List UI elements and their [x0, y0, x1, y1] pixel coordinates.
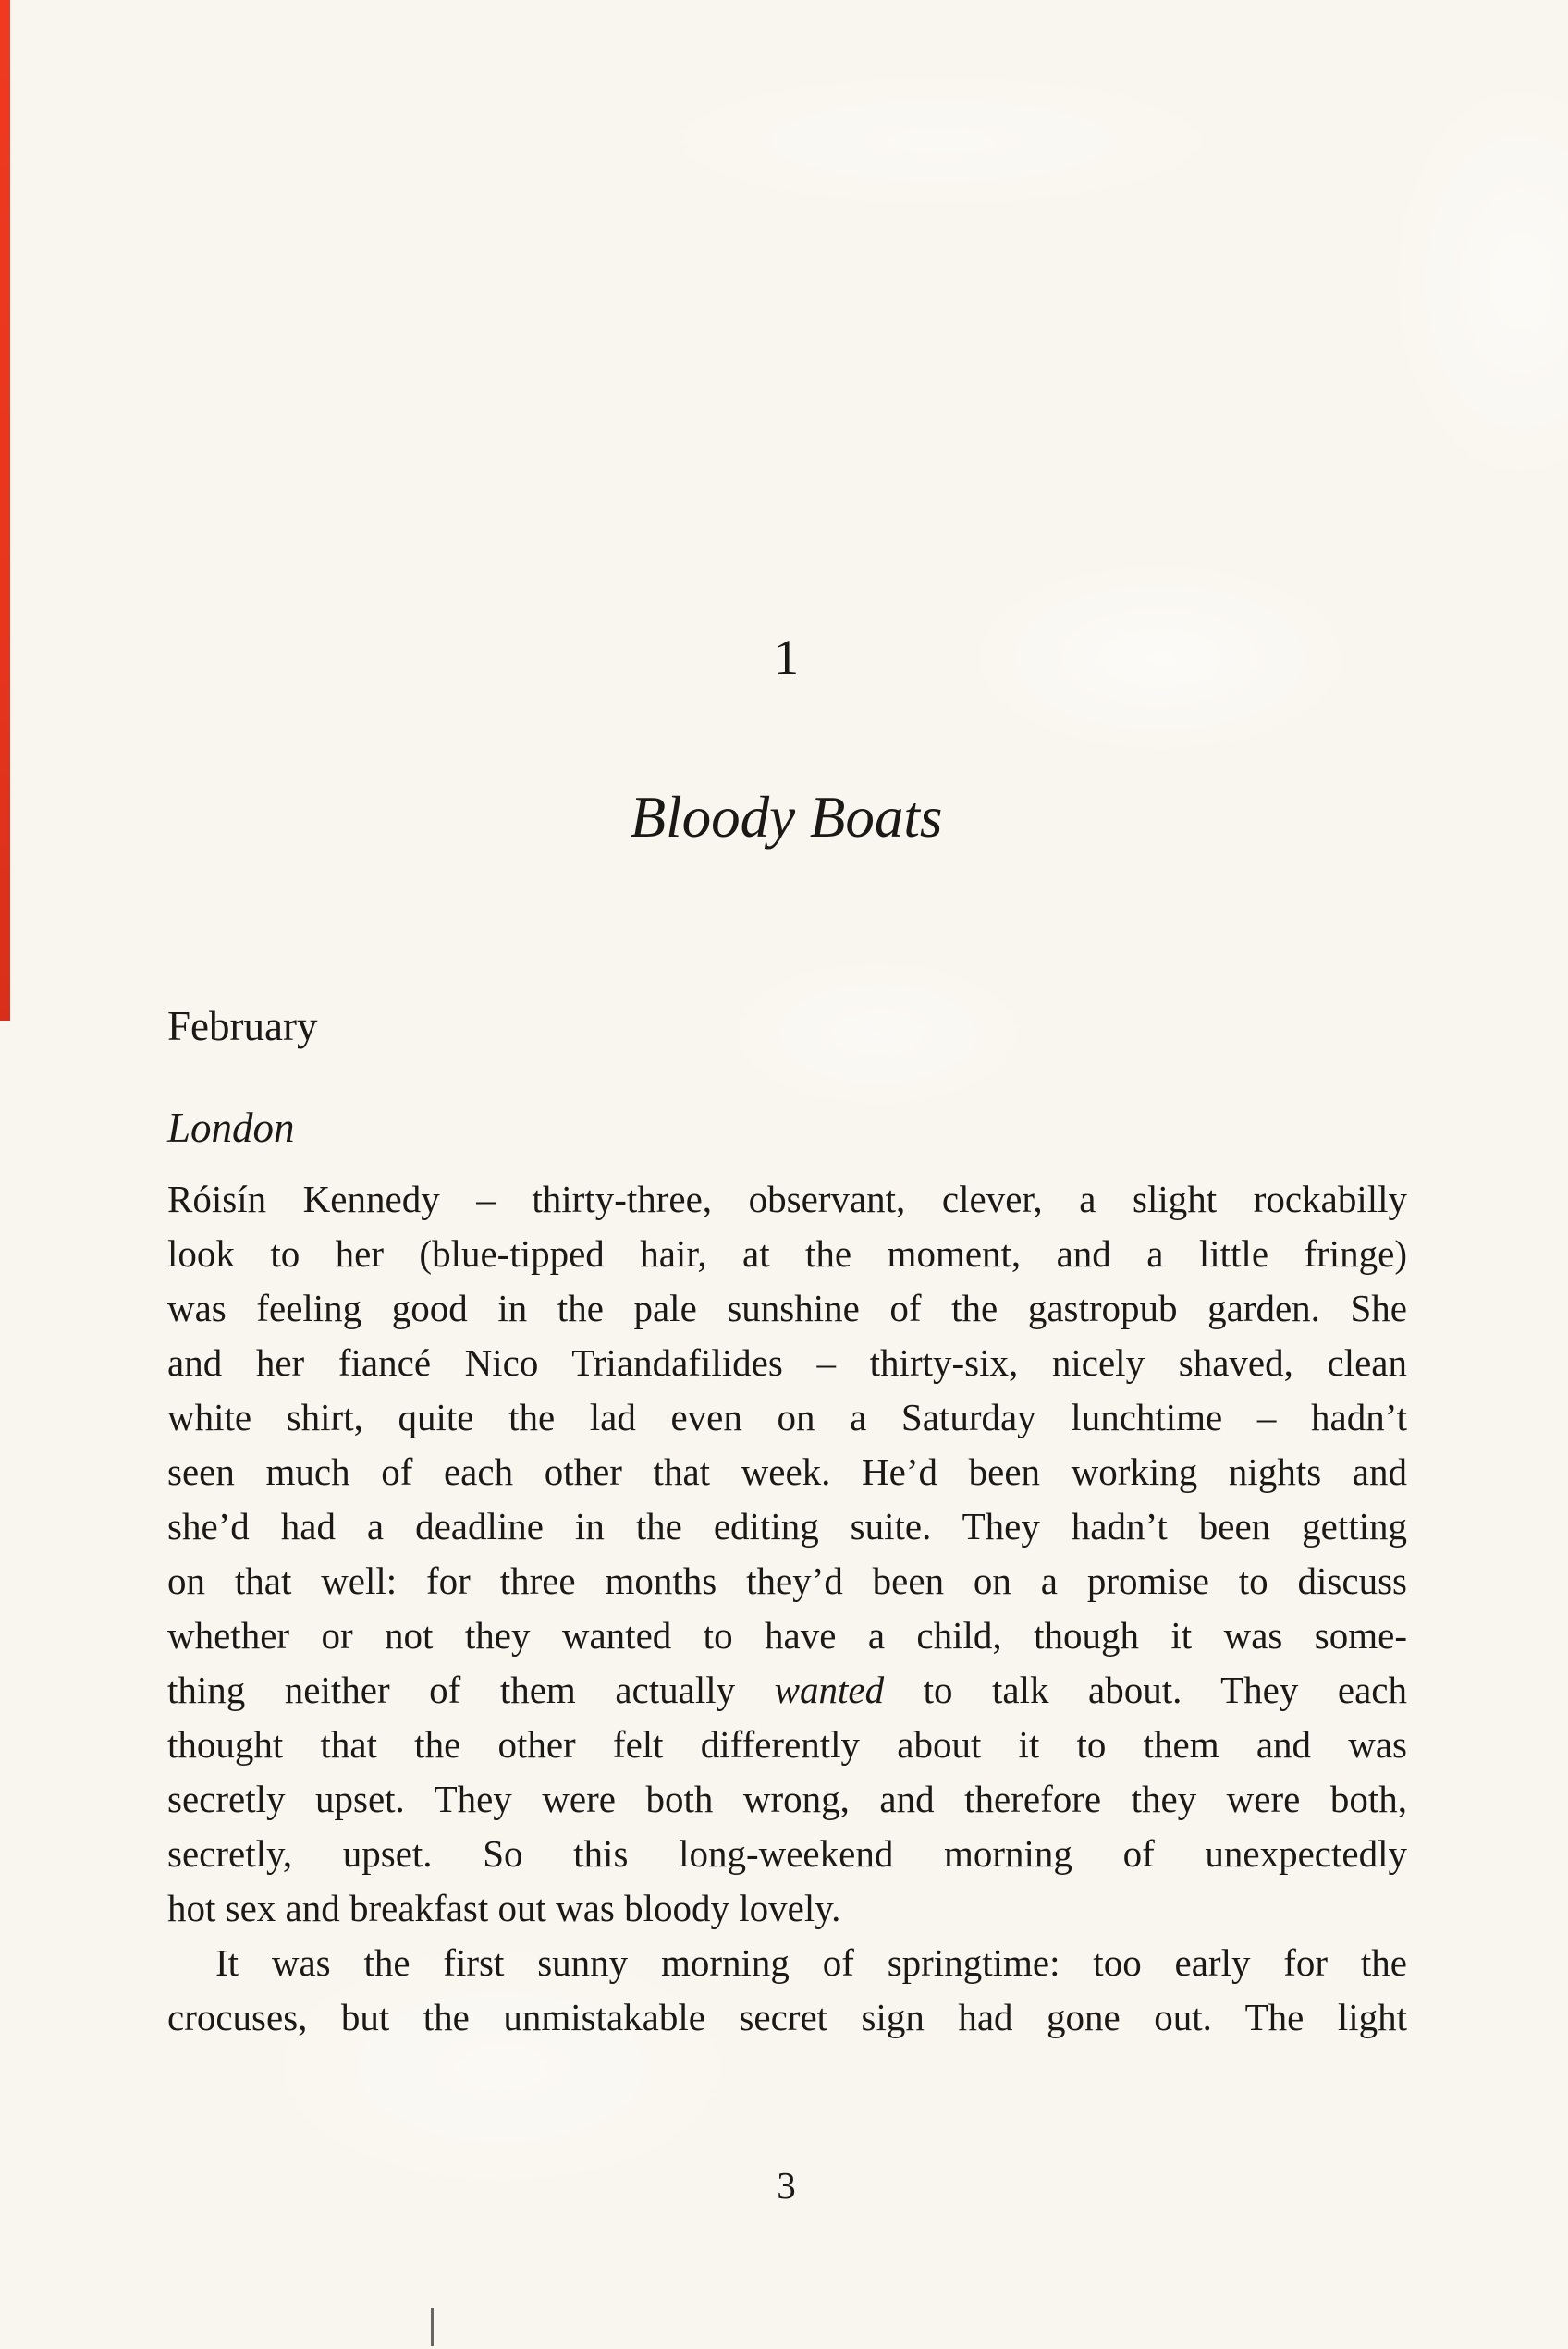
scan-scratch-mark — [431, 2308, 434, 2346]
text-line: thing neither of them actually wanted to talk about. They each — [167, 1669, 1407, 1711]
body-text — [167, 1172, 1407, 2045]
text-line: seen much of each other that week. He’d been working nights and — [167, 1450, 1407, 1493]
text-line: Róisín Kennedy – thirty-three, observant, clever, a slight rockabilly — [167, 1178, 1407, 1220]
text-line: hot sex and breakfast out was bloody lovely. — [167, 1887, 841, 1929]
text-line: white shirt, quite the lad even on a Saturday lunchtime – hadn’t — [167, 1396, 1407, 1438]
text-line: she’d had a deadline in the editing suite. They hadn’t been getting — [167, 1505, 1407, 1548]
chapter-title: Bloody Boats — [630, 785, 943, 850]
chapter-number: 1 — [774, 630, 799, 685]
text-line: and her fiancé Nico Triandafilides – thirty-six, nicely shaved, clean — [167, 1341, 1407, 1384]
text-line: on that well: for three months they’d been on a promise to discuss — [167, 1560, 1407, 1602]
month-heading: February — [167, 1003, 318, 1049]
text-line: It was the first sunny morning of springtime: too early for the — [215, 1941, 1407, 1984]
text-line: was feeling good in the pale sunshine of the gastropub garden. She — [167, 1287, 1407, 1329]
page-number: 3 — [777, 2164, 796, 2207]
location-heading: London — [167, 1105, 295, 1151]
scan-red-edge-artifact — [0, 0, 10, 1021]
text-line: secretly, upset. So this long-weekend morning of unexpectedly — [167, 1832, 1407, 1875]
text-line: whether or not they wanted to have a child, though it was some- — [167, 1614, 1407, 1657]
text-line: secretly upset. They were both wrong, and therefore they were both, — [167, 1778, 1407, 1820]
text-line: thought that the other felt differently about it to them and was — [167, 1723, 1407, 1766]
text-line: crocuses, but the unmistakable secret sign had gone out. The light — [167, 1996, 1407, 2038]
text-line: look to her (blue-tipped hair, at the moment, and a little fringe) — [167, 1232, 1407, 1275]
